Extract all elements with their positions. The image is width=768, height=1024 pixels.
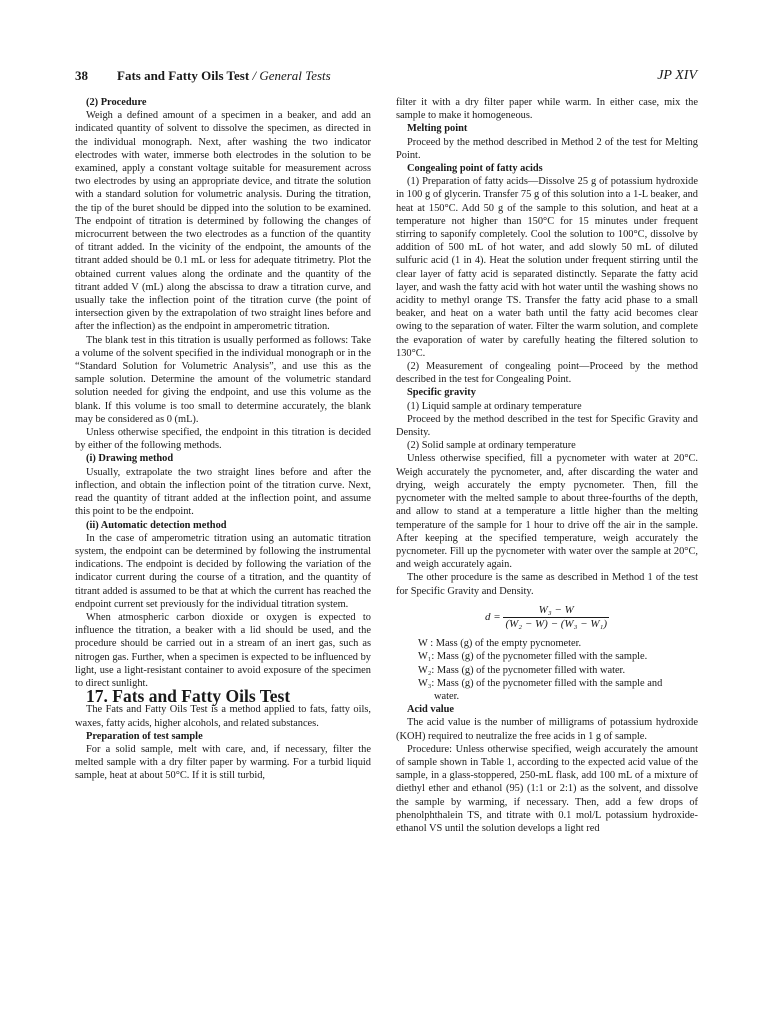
- paragraph: When atmospheric carbon dioxide or oxygen is expected to influence the titration, a beaker with a lid should be used, and the procedure should be carried out in a stream of an inert gas, such as nitrogen gas. Further, when a specimen is expected to be influenced by light, use a light-resistant container to avoid exposure of the specimen to direct sunlight.: [75, 611, 371, 689]
- paragraph: Procedure: Unless otherwise specified, weigh accurately the amount of sample shown in Table 1, according to the expected acid value of the sample, in a glass-stoppered, 250-mL flask, add 100 mL of a mixture of diethyl ether and ethanol (95) (1:1 or 2:1) as the solvent, and dissolve the sample by warming, if necessary. Then, add a few drops of phenolphthalein TS, and titrate with 0.1 mol/L potassium hydroxide-ethanol VS until the solution develops a light red: [396, 743, 698, 834]
- definition: W : Mass (g) of the empty pycnometer.: [418, 638, 582, 650]
- paragraph: filter it with a dry filter paper while warm. In either case, mix the sample to make it homogeneous.: [396, 97, 698, 122]
- paragraph: (1) Preparation of fatty acids—Dissolve 25 g of potassium hydroxide in 100 g of glycerin. Transfer 75 g of this solution into a 1-L beaker, and heat at 150°C. Add 50 g of the sample to this solution, and heat at a temperature not higher than 150°C for 15 minutes under frequent stirring to saponify completely. Cool the solution to 100°C, dissolve by addition of 500 mL of hot water, and add slowly 50 mL of diluted sulfuric acid (1 in 4). Heat the solution under frequent stirring until the clear layer of fatty acid is separated distinctly. Separate the fatty acid layer, and wash the fatty acid with hot water until the washing shows no acidity to methyl orange TS. Transfer the fatty acid phase to a small beaker, and heat on a water bath until the fatty acid becomes clear owing to the separation of water. Filter the warm solution, and complete the evaporation of water by carefully heating the filtered solution to 130°C.: [396, 176, 698, 359]
- paragraph: Weigh a defined amount of a specimen in a beaker, and add an indicated quantity of solvent to dissolve the specimen, as directed in the individual monograph. Next, after washing the two indicator electrodes with water, immerse both electrodes in the solution to be examined, apply a constant voltage suitable for measurement across two electrodes by using an appropriate device, and titrate the solution with a standard solution for volumetric analysis. During the titration, the tip of the buret should be dipped into the solution to be examined. The endpoint of titration is determined by following the changes of microcurrent between the two electrodes as a function of the quantity of titrant added. In the vicinity of the endpoint, the amounts of the titrant added should be 0.1 mL or less for adequate titrimetry. Plot the obtained current values along the ordinate and the quantity of the titrant added V (mL) along the abscissa to draw a titration curve, and usually take the inflection point of the titration curve (the point of intersection given by the extrapolation of two straight lines before and after the inflection) as the endpoint in amperometric titration.: [75, 110, 371, 333]
- running-title-section: General Tests: [259, 68, 331, 83]
- left-column: [75, 96, 371, 783]
- running-title-main: Fats and Fatty Oils Test: [117, 68, 250, 83]
- subheading: (2) Solid sample at ordinary temperature: [407, 440, 576, 452]
- definition: W₂: Mass (g) of the pycnometer filled with water.: [418, 664, 626, 676]
- specific-gravity-heading: Specific gravity: [407, 387, 476, 399]
- paragraph: Proceed by the method described in Method 2 of the test for Melting Point.: [396, 136, 698, 161]
- paragraph: The blank test in this titration is usually performed as follows: Take a volume of the solvent specified in the individual monograph or in the “Standard Solution for Volumetric Analysis”, and use this as the sample solution. Determine the amount of the volumetric standard solution needed for giving the endpoint, and use this volume as the blank. If this volume is too small to determine accurately, the blank may be considered as 0 (mL).: [75, 334, 371, 425]
- right-column: [396, 96, 698, 835]
- formula-fraction: [503, 604, 609, 631]
- subheading: (1) Liquid sample at ordinary temperature: [407, 400, 582, 412]
- paragraph: Unless otherwise specified, fill a pycnometer with water at 20°C. Weigh accurately the pycnometer, and, after discarding the water and drying, weigh accurately the empty pycnometer. Then, fill the pycnometer with the melted sample to about three-fourths of the depth, and allow to stand at a temperature a little higher than the melting temperature of the sample for 1 hour to drive off the air in the sample. After keeping at the specified temperature, weigh accurately the pycnometer. Fill up the pycnometer with water over the sample at 20°C, and weigh accurately again.: [396, 453, 698, 571]
- formula-denominator: (W₂ − W) − (W₃ − W₁): [505, 617, 607, 630]
- running-title: [117, 68, 331, 84]
- acid-value-heading: Acid value: [407, 704, 455, 716]
- formula-numerator: W₃ − W: [503, 604, 609, 618]
- preparation-heading: Preparation of test sample: [86, 730, 203, 742]
- congealing-point-heading: Congealing point of fatty acids: [407, 163, 543, 175]
- paragraph: In the case of amperometric titration using an automatic titration system, the endpoint can be determined by following the instrumental indications. The endpoint is decided by following the variation of the indicator current during the course of a titration, and the quantity of titrant added is assumed to be that at which the current has reached the endpoint current set previously for the individual titration system.: [75, 532, 371, 610]
- procedure-heading: (2) Procedure: [86, 97, 147, 108]
- chapter-title: 17. Fats and Fatty Oils Test: [86, 686, 291, 707]
- paragraph: The other procedure is the same as described in Method 1 of the test for Specific Gravity and Density.: [396, 572, 698, 597]
- definition: W₁: Mass (g) of the pycnometer filled with the sample.: [418, 651, 648, 663]
- paragraph: (2) Measurement of congealing point—Proceed by the method described in the test for Congealing Point.: [396, 361, 698, 386]
- paragraph: The acid value is the number of milligrams of potassium hydroxide (KOH) required to neutralize the free acids in 1 g of sample.: [396, 717, 698, 742]
- paragraph: Usually, extrapolate the two straight lines before and after the inflection, and obtain the inflection point of the titration curve. Next, read the quantity of titrant added at the inflection point, and assume this point to be the endpoint.: [75, 466, 371, 518]
- paragraph: The Fats and Fatty Oils Test is a method applied to fats, fatty oils, waxes, fatty acids, higher alcohols, and related substances.: [75, 704, 371, 729]
- running-title-separator: /: [249, 68, 260, 83]
- variable-definitions: [396, 637, 698, 703]
- definition-continuation: water.: [434, 690, 460, 702]
- page-header: [75, 68, 697, 88]
- melting-point-heading: Melting point: [407, 123, 468, 135]
- pharmacopoeia-edition: JP XIV: [657, 68, 697, 83]
- automatic-detection-heading: (ii) Automatic detection method: [86, 519, 227, 531]
- paragraph: Proceed by the method described in the test for Specific Gravity and Density.: [396, 413, 698, 439]
- page-number: 38: [75, 68, 88, 83]
- formula-lhs: d =: [485, 610, 501, 623]
- paragraph: Unless otherwise specified, the endpoint in this titration is decided by either of the following methods.: [75, 427, 371, 452]
- definition: W₃: Mass (g) of the pycnometer filled with the sample and: [418, 677, 663, 689]
- density-formula: [396, 604, 698, 631]
- paragraph: For a solid sample, melt with care, and, if necessary, filter the melted sample with a dry filter paper by warming. For a turbid liquid sample, heat at about 50°C. If it is still turbid,: [75, 743, 371, 782]
- drawing-method-heading: (i) Drawing method: [86, 453, 174, 465]
